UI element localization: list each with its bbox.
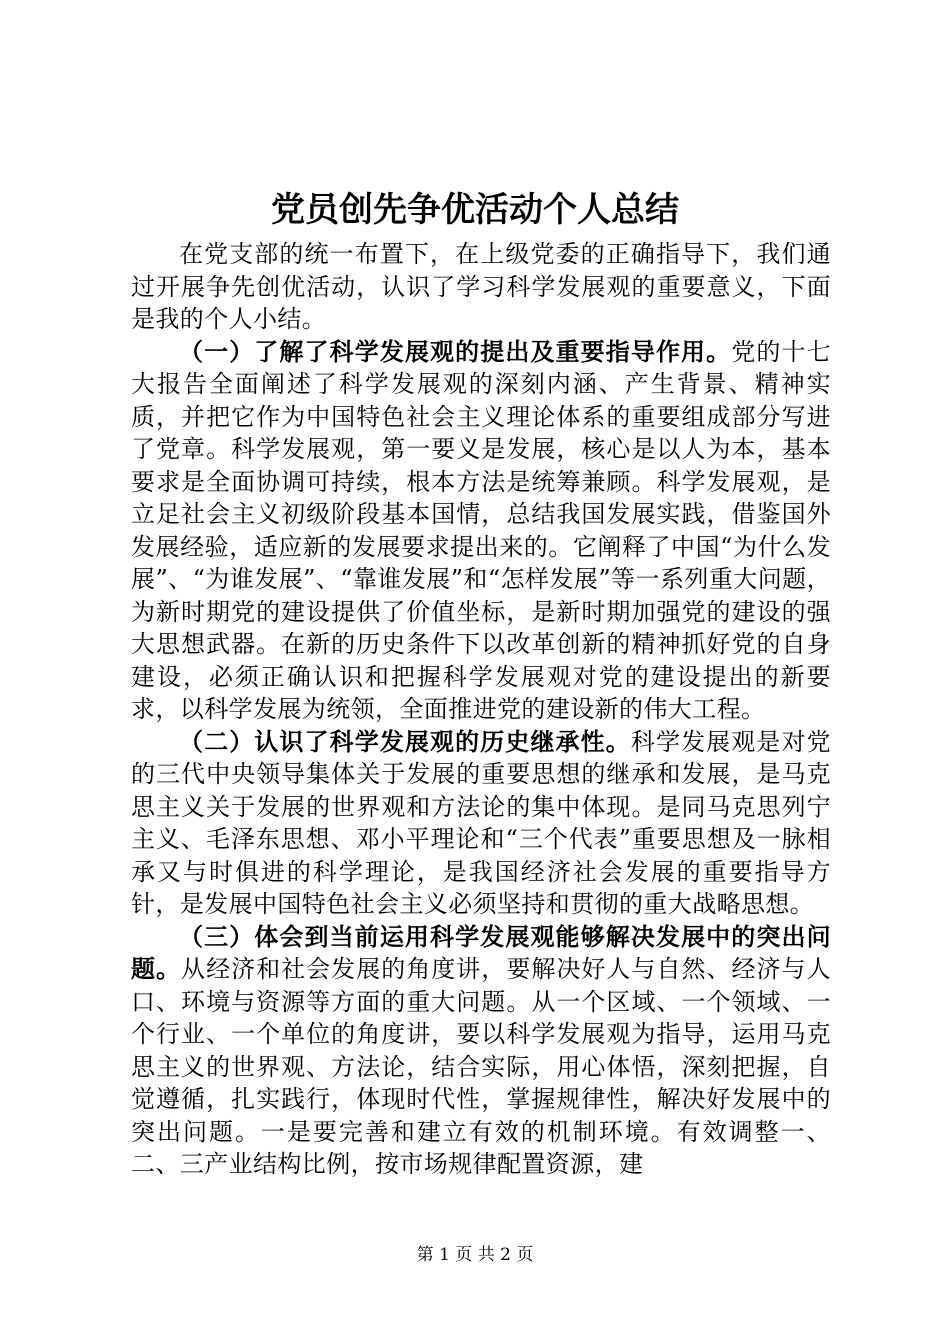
section-paragraph-1 <box>131 336 831 726</box>
intro-paragraph: 在党支部的统一布置下，在上级党委的正确指导下，我们通过开展争先创优活动，认识了学习科学发展观的重要意义，下面是我的个人小结。 <box>131 240 831 333</box>
section-text-3: 从经济和社会发展的角度讲，要解决好人与自然、经济与人口、环境与资源等方面的重大问题。从一个区域、一个领域、一个行业、一个单位的角度讲，要以科学发展观为指导，运用马克思主义的世界观、方法论，结合实际，用心体悟，深刻把握，自觉遵循，扎实践行，体现时代性，掌握规律性，解决好发展中的突出问题。一是要完善和建立有效的机制环境。有效调整一、二、三产业结构比例，按市场规律配置资源，建 <box>131 955 831 1178</box>
section-heading-2: （二）认识了科学发展观的历史继承性。 <box>179 727 631 756</box>
section-heading-3: （三）体会到当前运用科学发展观能够解决发展中的突出问题。 <box>131 922 831 983</box>
section-heading-1: （一）了解了科学发展观的提出及重要指导作用。 <box>179 337 732 366</box>
section-paragraph-3 <box>131 921 831 1181</box>
section-text-1: 党的十七大报告全面阐述了科学发展观的深刻内涵、产生背景、精神实质，并把它作为中国特色社会主义理论体系的重要组成部分写进了党章。科学发展观，第一要义是发展，核心是以人为本，基本要求是全面协调可持续，根本方法是统筹兼顾。科学发展观，是立足社会主义初级阶段基本国情，总结我国发展实践，借鉴国外发展经验，适应新的发展要求提出来的。它阐释了中国“为什么发展”、“为谁发展”、“靠谁发展”和“怎样发展”等一系列重大问题，为新时期党的建设提供了价值坐标，是新时期加强党的建设的强大思想武器。在新的历史条件下以改革创新的精神抓好党的自身建设，必须正确认识和把握科学发展观对党的建设提出的新要求，以科学发展为统领，全面推进党的建设新的伟大工程。 <box>131 337 831 723</box>
document-title: 党员创先争优活动个人总结 <box>271 190 679 230</box>
section-paragraph-2 <box>131 726 831 921</box>
section-text-2: 科学发展观是对党的三代中央领导集体关于发展的重要思想的继承和发展，是马克思主义关于发展的世界观和方法论的集中体现。是同马克思列宁主义、毛泽东思想、邓小平理论和“三个代表”重要思想及一脉相承又与时俱进的科学理论，是我国经济社会发展的重要指导方针，是发展中国特色社会主义必须坚持和贯彻的重大战略思想。 <box>131 727 832 918</box>
document-body <box>131 238 831 1181</box>
page-footer: 第 1 页 共 2 页 <box>416 1245 534 1265</box>
